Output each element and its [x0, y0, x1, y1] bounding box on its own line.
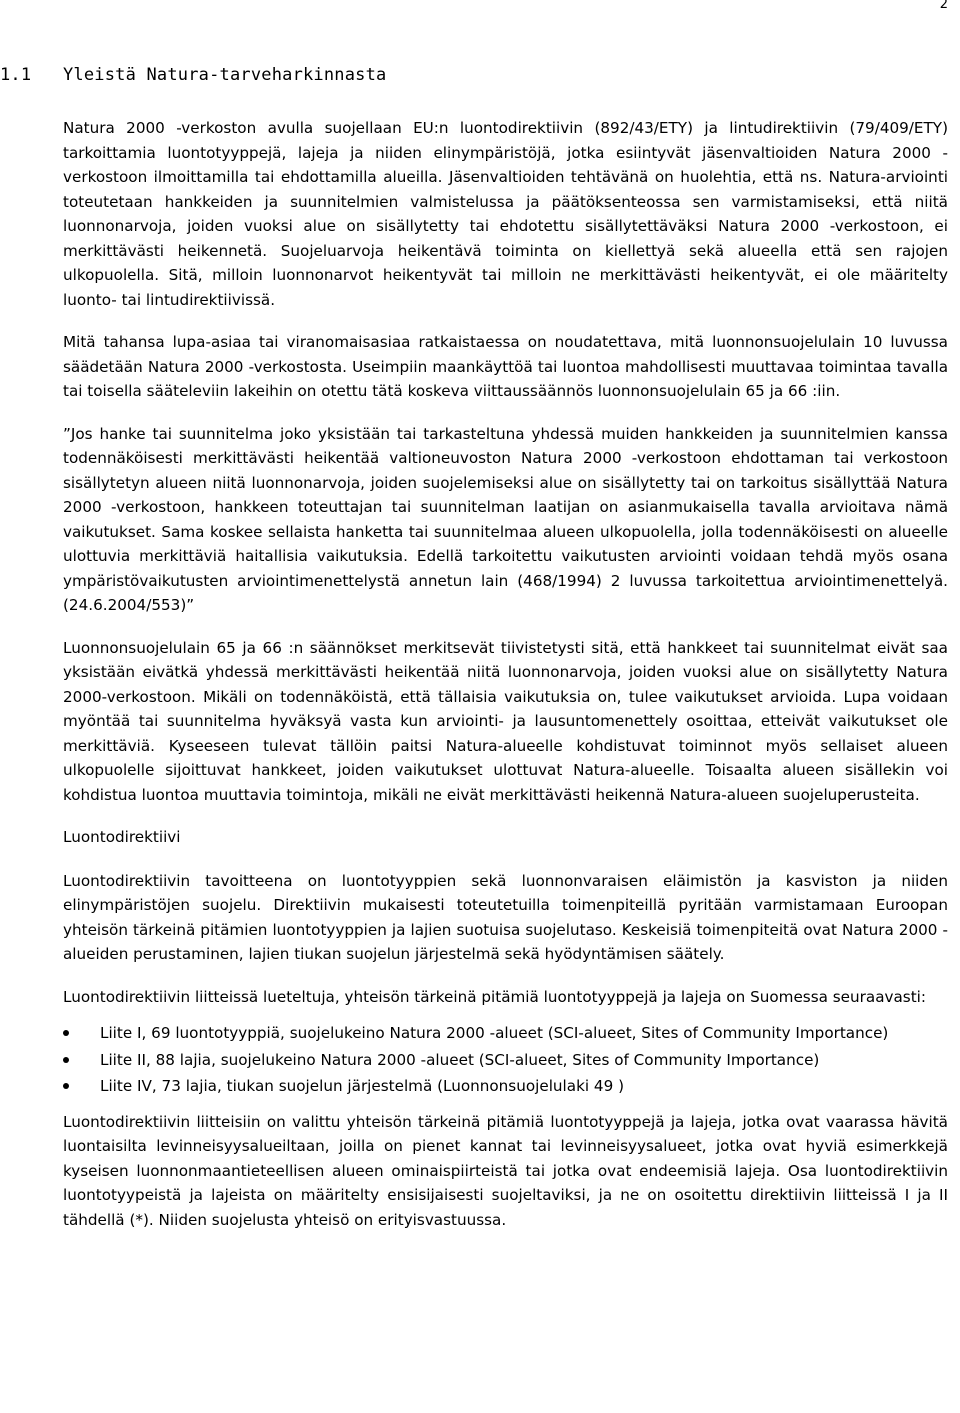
paragraph-lupa-asiat: Mitä tahansa lupa-asiaa tai viranomaisasiaa ratkaistaessa on noudatettava, mitä luonnonsuojelulain 10 luvussa säädetään Natura 2000 -verkostosta. Useimpiin maankäyttöä tai luontoa mahdollisesti muuttavaa toimintaa tavalla tai toisella sääteleviin lakeihin on otettu tätä koskeva viittaussäännös luonnonsuojelulain 65 ja 66 :iin.: [63, 333, 948, 400]
paragraph-law-quote: ”Jos hanke tai suunnitelma joko yksistään tai tarkasteltuna yhdessä muiden hankkeiden ja suunnitelmien kanssa todennäköisesti merkittävästi heikentää valtioneuvoston Natura 2000 -verkostoon ehdottaman tai verkostoon sisällytetyn alueen niitä luonnonarvoja, joiden suojelemiseksi alue on sisällytetty tai on tarkoitus sisällyttää Natura 2000 -verkostoon, hankkeen toteuttajan tai suunnitelman laatijan on asianmukaisella tavalla arvioitava nämä vaikutukset. Sama koskee sellaista hanketta tai suunnitelmaa alueen ulkopuolella, jolla todennäköisesti on alueelle ulottuvia merkittäviä haitallisia vaikutuksia. Edellä tarkoitettu vaikutusten arviointi voidaan tehdä myös osana ympäristövaikutusten arviointimenettelystä annetun lain (468/1994) 2 luvussa tarkoitettua arviointimenettelyä. (24.6.2004/553)”: [63, 424, 948, 614]
list-item: Liite IV, 73 lajia, tiukan suojelun järjestelmä (Luonnonsuojelulaki 49 ): [63, 1074, 948, 1099]
page-number: 2: [939, 0, 948, 12]
list-item: Liite II, 88 lajia, suojelukeino Natura 2000 -alueet (SCI-alueet, Sites of Community Importance): [63, 1048, 948, 1073]
paragraph-directive-goal: Luontodirektiivin tavoitteena on luontotyyppien sekä luonnonvaraisen eläimistön ja kasviston ja niiden elinympäristöjen suojelu. Direktiivin mukaisesti toteutetuilla toimenpiteillä pyritään varmistamaan Euroopan yhteisön tärkeinä pitämien luontotyyppien ja lajien suotuisa suojelutaso. Keskeisiä toimenpiteitä ovat Natura 2000 -alueiden perustaminen, lajien tiukan suojelun järjestelmä sekä hyödyntämisen säätely.: [63, 871, 948, 963]
paragraph-natura-overview: Natura 2000 -verkoston avulla suojellaan EU:n luontodirektiivin (892/43/ETY) ja lintudirektiivin (79/409/ETY) tarkoittamia luontotyyppejä, lajeja ja niiden elinympäristöjä, jotka esiintyvät jäsenvaltioiden Natura 2000 -verkostoon ilmoittamilla tai ehdottamilla alueilla. Jäsenvaltioiden tehtävänä on huolehtia, että ns. Natura-arviointi toteutetaan hankkeiden ja suunnitelmien valmistelussa ja päätöksenteossa sen varmistamiseksi, että niitä luonnonarvoja, joiden vuoksi alue on sisällytetty tai ehdotettu sisällytettäväksi Natura 2000 -verkostoon, ei merkittävästi heikennetä. Suojeluarvoja heikentävä toiminta on kiellettyä sekä alueella että sen rajojen ulkopuolella. Sitä, milloin luonnonarvot heikentyvät tai milloin ne merkittävästi heikentyvät, ei ole määritelty luonto- tai lintudirektiivissä.: [63, 119, 948, 309]
list-item: Liite I, 69 luontotyyppiä, suojelukeino Natura 2000 -alueet (SCI-alueet, Sites of Community Importance): [63, 1021, 948, 1046]
section-title: Yleistä Natura-tarveharkinnasta: [63, 65, 387, 85]
paragraph-annex-intro: Luontodirektiivin liitteissä lueteltuja, yhteisön tärkeinä pitämiä luontotyyppejä ja lajeja on Suomessa seuraavasti:: [63, 987, 927, 1006]
paragraph-law-summary: Luonnonsuojelulain 65 ja 66 :n säännökset merkitsevät tiivistetysti sitä, että hankkeet tai suunnitelmat eivät saa yksistään eivätkä yhdessä merkittävästi heikentää niitä luonnonarvoja, joiden vuoksi alue on sisällytetty Natura 2000-verkostoon. Mikäli on todennäköistä, että tällaisia vaikutuksia on, tulee vaikutukset arvioida. Lupa voidaan myöntää tai suunnitelma hyväksyä vasta kun arviointi- ja lausuntomenettely osoittaa, etteivät vaikutukset ole merkittäviä. Kyseeseen tulevat tällöin paitsi Natura-alueelle kohdistuvat toiminnot myös sellaiset alueen ulkopuolelle sijoittuvat hankkeet, joiden vaikutukset ulottuvat Natura-alueelle. Toisaalta alueen sisällekin voi kohdistua luontoa muuttavia toimintoja, mikäli ne eivät merkittävästi heikennä Natura-alueen suojeluperusteita.: [63, 638, 948, 804]
section-number: 1.1: [0, 65, 32, 85]
subheading-luontodirektiivi: Luontodirektiivi: [63, 828, 181, 846]
paragraph-annex-selection: Luontodirektiivin liitteisiin on valittu yhteisön tärkeinä pitämiä luontotyyppejä ja lajeja, jotka ovat vaarassa hävitä luontaisilta levinneisyysalueiltaan, joilla on pienet kannat tai levinneisyysalueet, jotka ovat hyviä esimerkkejä kyseisen luonnonmaantieteellisen alueen ominaispiirteistä tai jotka ovat endeemisiä lajeja. Osa luontodirektiivin luontotyypeistä ja lajeista on määritelty ensisijaisesti suojeltaviksi, ja ne on osoitettu direktiivin liitteissä I ja II tähdellä (*). Niiden suojelusta yhteisö on erityisvastuussa.: [63, 1112, 948, 1229]
body-text: [63, 116, 948, 1250]
annex-list: [63, 1021, 948, 1099]
